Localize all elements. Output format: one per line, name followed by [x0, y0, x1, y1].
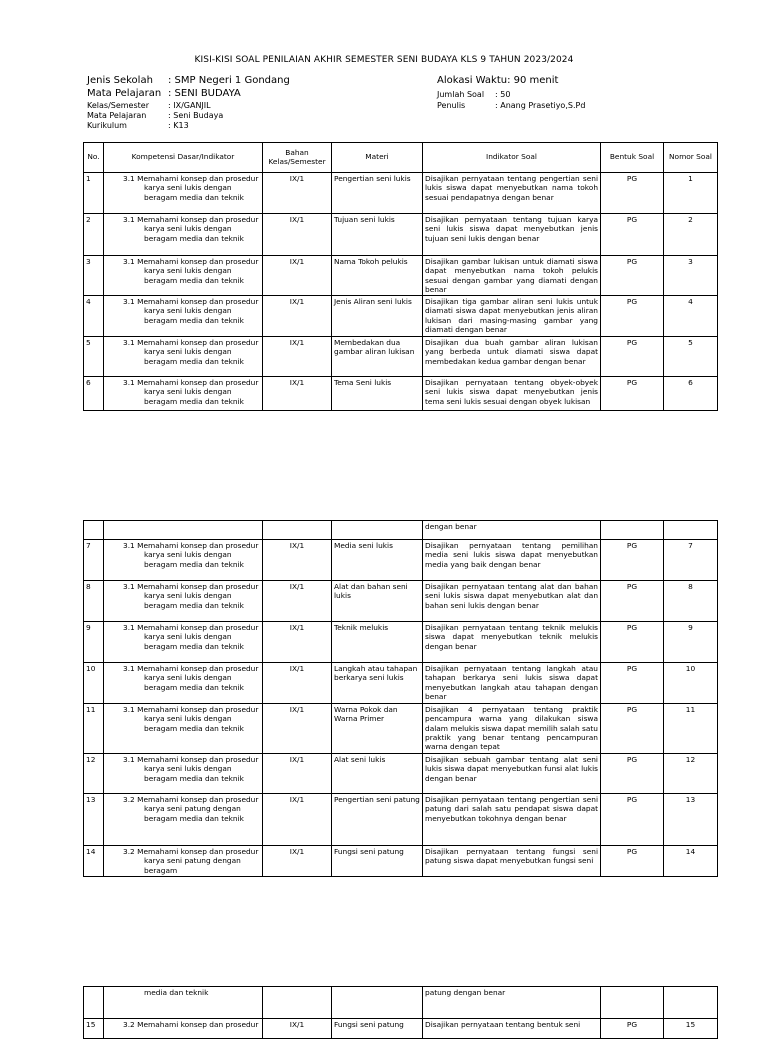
kd-rest: karya seni lukis dengan beragam media dan teknik [144, 347, 244, 366]
cell-indikator: Disajikan pernyataan tentang pemilihan media seni lukis siswa dapat menyebutkan media yang baik dengan benar [423, 540, 601, 581]
kd-number: 3.1 [123, 257, 135, 266]
kd-rest: karya seni lukis dengan beragam media dan teknik [144, 591, 244, 610]
kd-number: 3.1 [123, 338, 135, 348]
kd-first-line: Memahami konsep dan prosedur [137, 755, 259, 764]
info-label-penulis: Penulis [437, 101, 466, 110]
cell-kelas: IX/1 [263, 704, 332, 754]
cell-nomor: 9 [664, 622, 718, 663]
cell-bentuk: PG [601, 540, 664, 581]
cell-materi: Nama Tokoh pelukis [332, 256, 423, 296]
cell-no: 5 [84, 337, 104, 377]
cell-indikator: Disajikan 4 pernyataan tentang praktik pencampura warna yang dilakukan siswa dalam melukis siswa dapat memilih salah satu praktik yang benar tentang pencampuran warna dengan tepat [423, 704, 601, 754]
cell-kompetensi [104, 581, 263, 622]
table-row [84, 622, 718, 663]
cell-nomor: 13 [664, 794, 718, 846]
kd-rest: karya seni lukis dengan beragam media dan teknik [144, 387, 244, 406]
info-value-jenis-sekolah: : SMP Negeri 1 Gondang [168, 75, 290, 86]
cell-no: 6 [84, 377, 104, 411]
cell-indikator: Disajikan gambar lukisan untuk diamati siswa dapat menyebutkan nama tokoh pelukis sesuai dengan gambar yang diamati dengan benar [423, 256, 601, 296]
cell-indikator: Disajikan pernyataan tentang alat dan bahan seni lukis siswa dapat menyebutkan alat dan bahan seni lukis dengan benar [423, 581, 601, 622]
kd-first-line: Memahami konsep dan prosedur [137, 1020, 259, 1029]
kd-number: 3.1 [123, 755, 135, 764]
kd-number: 3.1 [123, 705, 135, 714]
kd-number: 3.1 [123, 541, 135, 550]
kd-rest: karya seni lukis dengan beragam media dan teknik [144, 306, 244, 325]
cell-indikator: Disajikan pernyataan tentang pengertian seni lukis siswa dapat menyebutkan nama tokoh sesuai pendapatnya dengan benar [423, 173, 601, 214]
cell-materi: Pengertian seni lukis [332, 173, 423, 214]
cell-nomor: 11 [664, 704, 718, 754]
table-row [84, 214, 718, 256]
table-row-continuation [84, 987, 718, 1019]
kd-number: 3.1 [123, 582, 135, 591]
cell-indikator: Disajikan dua buah gambar aliran lukisan yang berbeda untuk diamati siswa dapat membedakan kedua gambar dengan benar [423, 337, 601, 377]
cell-kelas: IX/1 [263, 256, 332, 296]
table-row-continuation [84, 521, 718, 540]
cell-materi: Langkah atau tahapan berkarya seni lukis [332, 663, 423, 704]
kd-first-line: Memahami konsep dan prosedur [137, 847, 259, 856]
cell-kelas: IX/1 [263, 1019, 332, 1039]
kd-first-line: Memahami konsep dan prosedur [137, 705, 259, 714]
kd-number: 3.2 [123, 1020, 135, 1029]
cell-bentuk: PG [601, 794, 664, 846]
table-row [84, 173, 718, 214]
info-value-jumlah-soal: : 50 [495, 90, 511, 99]
kd-rest: karya seni lukis dengan beragam media dan teknik [144, 266, 244, 285]
cell-materi: Jenis Aliran seni lukis [332, 296, 423, 337]
cell-materi: Tujuan seni lukis [332, 214, 423, 256]
info-label-kurikulum: Kurikulum [87, 121, 127, 130]
table-row [84, 794, 718, 846]
cell-bentuk: PG [601, 846, 664, 877]
kd-number: 3.1 [123, 297, 135, 307]
cell-indikator-continued: patung dengan benar [423, 987, 601, 1019]
table-row [84, 377, 718, 411]
cell-materi: Media seni lukis [332, 540, 423, 581]
cell-bentuk: PG [601, 663, 664, 704]
header-indikator: Indikator Soal [423, 143, 601, 173]
header-bentuk: Bentuk Soal [601, 143, 664, 173]
cell-nomor: 5 [664, 337, 718, 377]
cell-kelas: IX/1 [263, 377, 332, 411]
cell-indikator: Disajikan pernyataan tentang langkah atau tahapan berkarya seni lukis siswa dapat menyebutkan langkah atau tahapan dengan benar [423, 663, 601, 704]
kd-number: 3.1 [123, 664, 135, 673]
cell-kompetensi [104, 846, 263, 877]
cell-materi: Fungsi seni patung [332, 1019, 423, 1039]
cell-materi: Alat seni lukis [332, 754, 423, 794]
cell-nomor: 14 [664, 846, 718, 877]
kd-number: 3.2 [123, 847, 135, 856]
cell-nomor: 1 [664, 173, 718, 214]
cell-kelas: IX/1 [263, 540, 332, 581]
cell-materi: Fungsi seni patung [332, 846, 423, 877]
cell-kompetensi [104, 256, 263, 296]
cell-kelas: IX/1 [263, 581, 332, 622]
kd-number: 3.1 [123, 378, 135, 388]
kd-number: 3.1 [123, 623, 135, 632]
cell-materi: Teknik melukis [332, 622, 423, 663]
cell-kompetensi [104, 377, 263, 411]
table-header-row [84, 143, 718, 173]
kd-rest: karya seni lukis dengan beragam media dan teknik [144, 714, 244, 733]
cell-materi: Pengertian seni patung [332, 794, 423, 846]
table-row [84, 581, 718, 622]
cell-nomor: 7 [664, 540, 718, 581]
info-label-mata-pelajaran: Mata Pelajaran [87, 88, 162, 99]
info-value-mata-pelajaran-2: : Seni Budaya [168, 111, 224, 120]
cell-indikator-continued: dengan benar [423, 521, 601, 540]
kd-rest: karya seni lukis dengan beragam media dan teknik [144, 764, 244, 783]
cell-no: 12 [84, 754, 104, 794]
cell-kelas: IX/1 [263, 846, 332, 877]
kd-rest: karya seni lukis dengan beragam media dan teknik [144, 550, 244, 569]
kd-first-line: Memahami konsep dan prosedur [137, 338, 259, 348]
cell-no: 13 [84, 794, 104, 846]
cell-bentuk: PG [601, 296, 664, 337]
cell-no: 11 [84, 704, 104, 754]
cell-nomor: 2 [664, 214, 718, 256]
table-row [84, 704, 718, 754]
cell-kelas: IX/1 [263, 337, 332, 377]
cell-nomor: 12 [664, 754, 718, 794]
kd-number: 3.1 [123, 174, 135, 183]
kd-first-line: Memahami konsep dan prosedur [137, 623, 259, 632]
kd-first-line: Memahami konsep dan prosedur [137, 378, 259, 388]
cell-no: 15 [84, 1019, 104, 1039]
table-row [84, 256, 718, 296]
cell-indikator: Disajikan pernyataan tentang bentuk seni [423, 1019, 601, 1039]
table-row [84, 337, 718, 377]
cell-materi: Tema Seni lukis [332, 377, 423, 411]
cell-nomor: 6 [664, 377, 718, 411]
cell-indikator: Disajikan sebuah gambar tentang alat seni lukis siswa dapat menyebutkan funsi alat lukis dengan benar [423, 754, 601, 794]
cell-bentuk: PG [601, 214, 664, 256]
table-row [84, 540, 718, 581]
cell-bentuk: PG [601, 337, 664, 377]
kd-first-line: Memahami konsep dan prosedur [137, 541, 259, 550]
kd-rest: karya seni lukis dengan beragam media dan teknik [144, 673, 244, 692]
kisi-kisi-table-page-1 [83, 142, 718, 411]
cell-indikator: Disajikan pernyataan tentang obyek-obyek seni lukis siswa dapat menyebutkan jenis tema seni lukis sesuai dengan obyek lukisan [423, 377, 601, 411]
kd-first-line: Memahami konsep dan prosedur [137, 215, 259, 224]
kd-first-line: Memahami konsep dan prosedur [137, 297, 259, 307]
cell-kompetensi [104, 704, 263, 754]
kd-first-line: Memahami konsep dan prosedur [137, 664, 259, 673]
cell-kompetensi [104, 794, 263, 846]
cell-bentuk: PG [601, 622, 664, 663]
info-label-jumlah-soal: Jumlah Soal [437, 90, 485, 99]
cell-kelas: IX/1 [263, 622, 332, 663]
cell-nomor: 15 [664, 1019, 718, 1039]
cell-no: 14 [84, 846, 104, 877]
cell-no: 3 [84, 256, 104, 296]
kisi-kisi-table-page-3 [83, 986, 718, 1039]
kisi-kisi-table-page-2 [83, 520, 718, 877]
kd-rest: karya seni lukis dengan beragam media dan teknik [144, 183, 244, 202]
cell-no: 1 [84, 173, 104, 214]
kd-first-line: Memahami konsep dan prosedur [137, 257, 259, 266]
cell-nomor: 3 [664, 256, 718, 296]
cell-bentuk: PG [601, 704, 664, 754]
kd-rest: karya seni lukis dengan beragam media dan teknik [144, 632, 244, 651]
cell-indikator: Disajikan pernyataan tentang fungsi seni patung siswa dapat menyebutkan fungsi seni [423, 846, 601, 877]
cell-bentuk: PG [601, 581, 664, 622]
cell-materi: Alat dan bahan seni lukis [332, 581, 423, 622]
cell-kompetensi [104, 214, 263, 256]
cell-kompetensi [104, 540, 263, 581]
info-value-mata-pelajaran: : SENI BUDAYA [168, 88, 241, 99]
info-label-kelas-semester: Kelas/Semester [87, 101, 149, 110]
cell-bentuk: PG [601, 754, 664, 794]
cell-no: 7 [84, 540, 104, 581]
cell-kompetensi [104, 622, 263, 663]
header-kompetensi: Kompetensi Dasar/Indikator [104, 143, 263, 173]
cell-kompetensi [104, 1019, 263, 1039]
info-value-kelas-semester: : IX/GANJIL [168, 101, 211, 110]
table-row [84, 754, 718, 794]
cell-no: 8 [84, 581, 104, 622]
kd-number: 3.1 [123, 215, 135, 224]
info-label-jenis-sekolah: Jenis Sekolah [87, 75, 153, 86]
cell-no: 9 [84, 622, 104, 663]
cell-kelas: IX/1 [263, 794, 332, 846]
cell-no: 10 [84, 663, 104, 704]
cell-no: 2 [84, 214, 104, 256]
cell-kelas: IX/1 [263, 663, 332, 704]
table-row [84, 846, 718, 877]
cell-bentuk: PG [601, 377, 664, 411]
kd-rest: karya seni patung dengan beragam [144, 856, 241, 875]
cell-kompetensi [104, 754, 263, 794]
info-value-penulis: : Anang Prasetiyo,S.Pd [495, 101, 586, 110]
kd-first-line: Memahami konsep dan prosedur [137, 174, 259, 183]
cell-kompetensi [104, 663, 263, 704]
table-row [84, 296, 718, 337]
cell-indikator: Disajikan pernyataan tentang tujuan karya seni lukis siswa dapat menyebutkan jenis tujuan seni lukis dengan benar [423, 214, 601, 256]
cell-kompetensi [104, 337, 263, 377]
header-materi: Materi [332, 143, 423, 173]
cell-kelas: IX/1 [263, 214, 332, 256]
cell-kompetensi [104, 173, 263, 214]
cell-no: 4 [84, 296, 104, 337]
table-row [84, 1019, 718, 1039]
cell-kelas: IX/1 [263, 173, 332, 214]
cell-materi: Warna Pokok dan Warna Primer [332, 704, 423, 754]
info-label-mata-pelajaran-2: Mata Pelajaran [87, 111, 147, 120]
cell-kompetensi [104, 296, 263, 337]
table-row [84, 663, 718, 704]
cell-kelas: IX/1 [263, 754, 332, 794]
info-value-kurikulum: : K13 [168, 121, 189, 130]
cell-indikator: Disajikan pernyataan tentang teknik melukis siswa dapat menyebutkan teknik melukis dengan benar [423, 622, 601, 663]
alokasi-waktu: Alokasi Waktu: 90 menit [437, 75, 559, 86]
kd-number: 3.2 [123, 795, 135, 804]
cell-nomor: 8 [664, 581, 718, 622]
header-no: No. [84, 143, 104, 173]
cell-kompetensi-continued: media dan teknik [104, 987, 263, 1019]
kd-rest: karya seni patung dengan beragam media dan teknik [144, 804, 244, 823]
cell-materi: Membedakan dua gambar aliran lukisan [332, 337, 423, 377]
cell-indikator: Disajikan tiga gambar aliran seni lukis untuk diamati siswa dapat menyebutkan jenis aliran lukisan dari masing-masing gambar yang diamati dengan benar [423, 296, 601, 337]
cell-nomor: 10 [664, 663, 718, 704]
kd-first-line: Memahami konsep dan prosedur [137, 582, 259, 591]
cell-bentuk: PG [601, 173, 664, 214]
kd-rest: karya seni lukis dengan beragam media dan teknik [144, 224, 244, 243]
cell-indikator: Disajikan pernyataan tentang pengertian seni patung dari salah satu pendapat siswa dapat menyebutkan tokohnya dengan benar [423, 794, 601, 846]
cell-bentuk: PG [601, 256, 664, 296]
cell-bentuk: PG [601, 1019, 664, 1039]
document-title: KISI-KISI SOAL PENILAIAN AKHIR SEMESTER SENI BUDAYA KLS 9 TAHUN 2023/2024 [194, 55, 574, 65]
kd-first-line: Memahami konsep dan prosedur [137, 795, 259, 804]
header-nomor: Nomor Soal [664, 143, 718, 173]
cell-kelas: IX/1 [263, 296, 332, 337]
cell-nomor: 4 [664, 296, 718, 337]
header-bahan: Bahan Kelas/Semester [263, 143, 332, 173]
